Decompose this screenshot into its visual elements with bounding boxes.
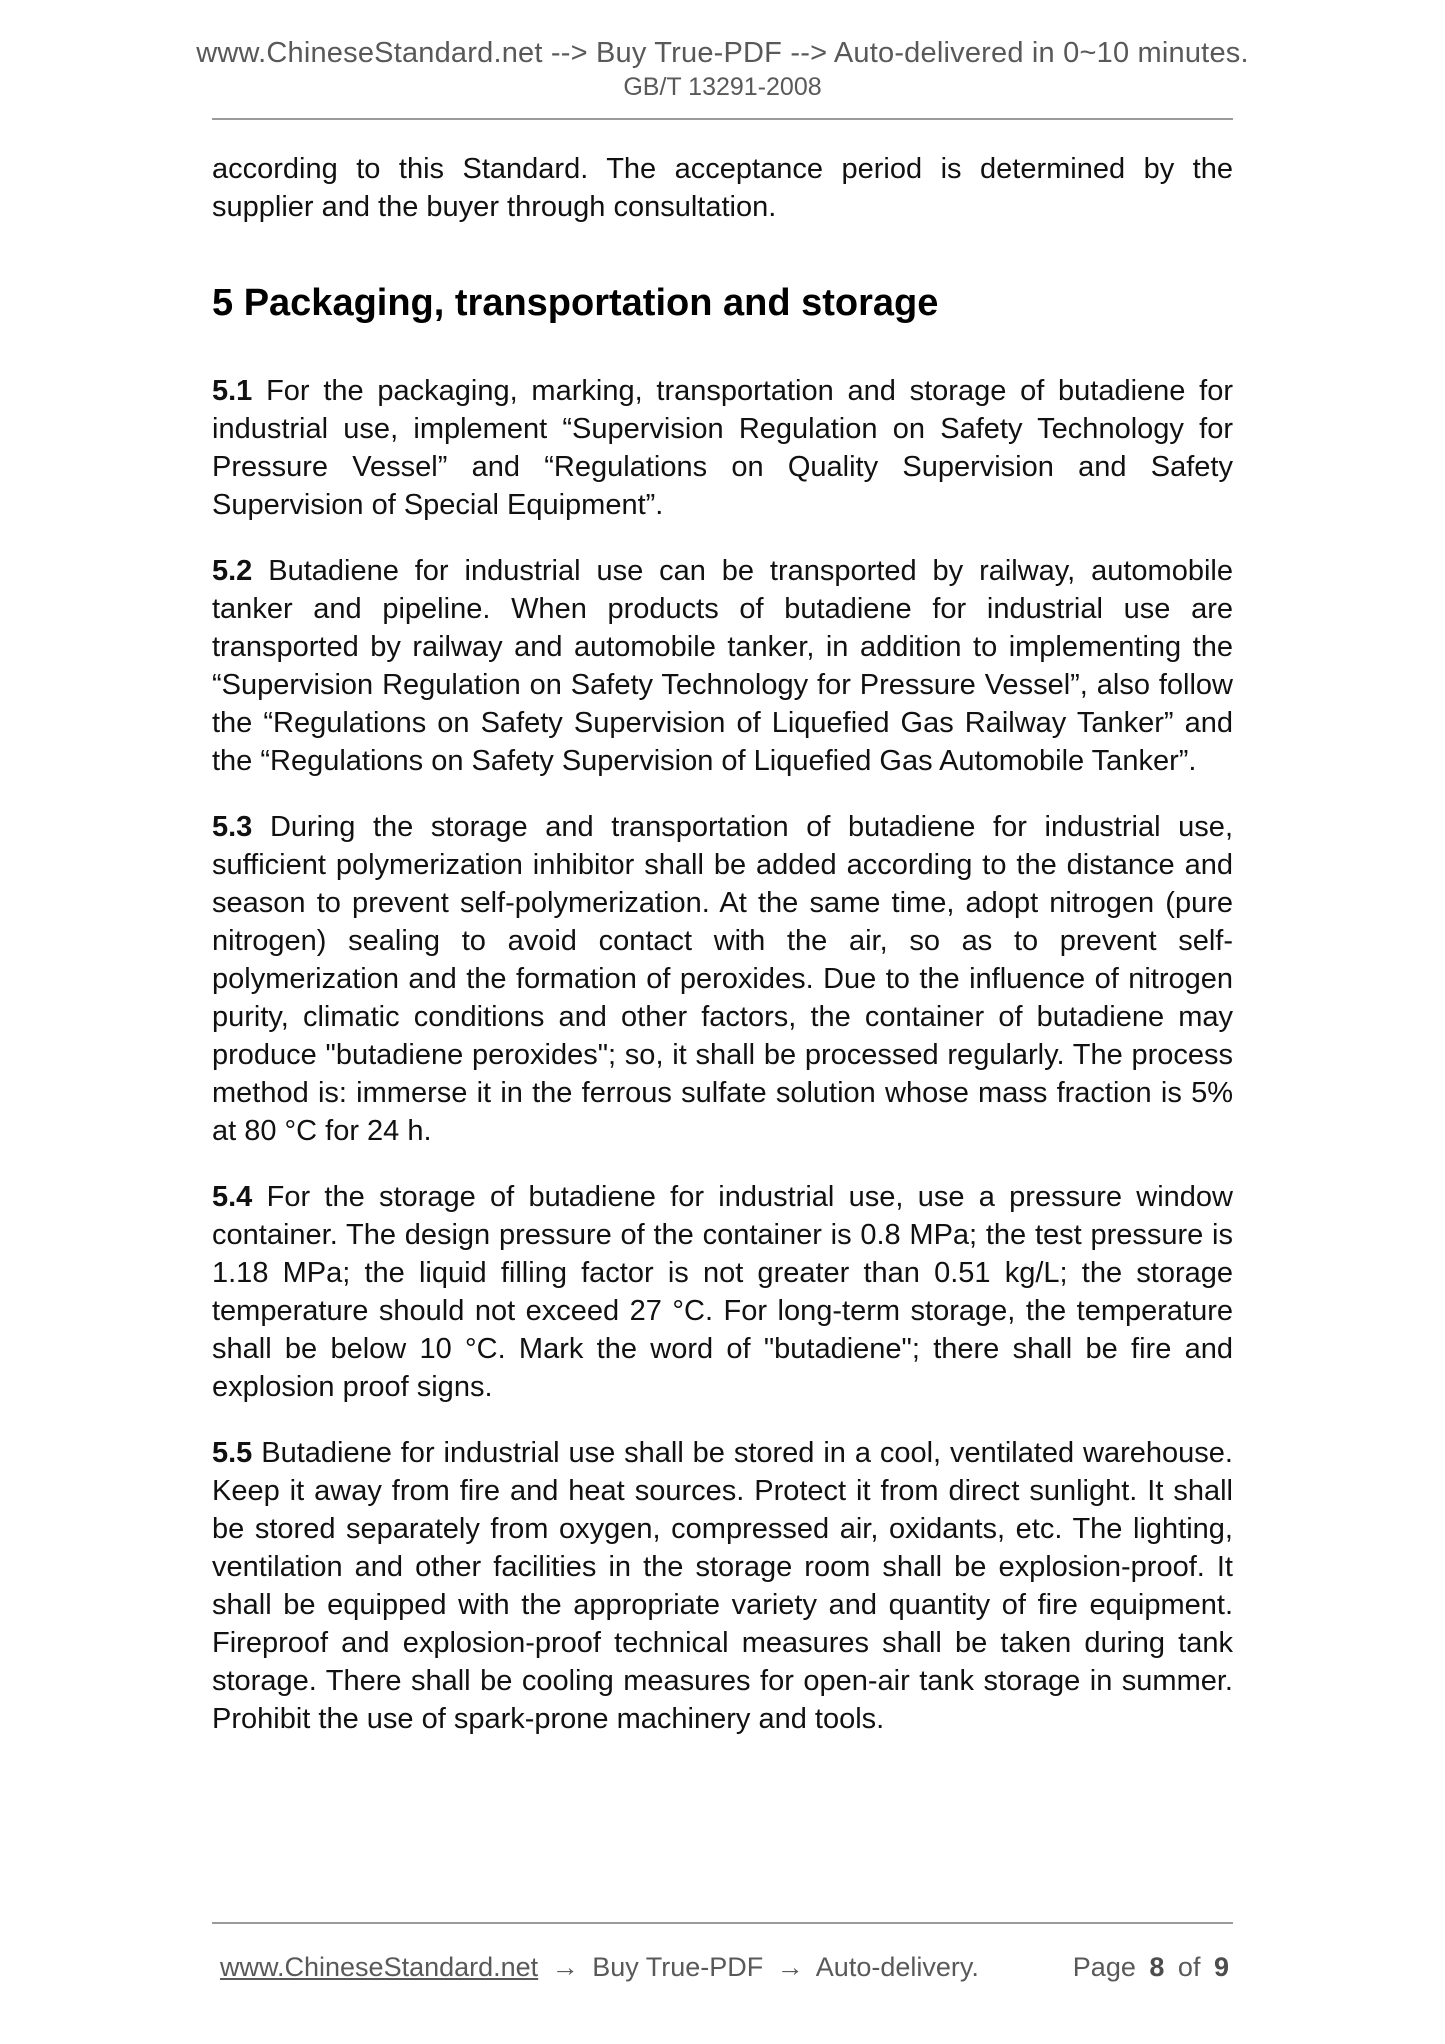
clause-5-3 [212,808,1233,1150]
footer-buy-label: Buy True-PDF [592,1952,764,1982]
header-divider [212,118,1233,120]
of-label: of [1177,1952,1201,1982]
clause-number: 5.3 [212,811,253,843]
page-current: 8 [1149,1952,1165,1982]
page-header [0,36,1445,120]
footer-delivery-label: Auto-delivery. [815,1952,979,1982]
page-label: Page [1072,1952,1136,1982]
page-footer [0,1922,1445,1984]
clause-text: For the packaging, marking, transportation and storage of butadiene for industrial use, implement “Supervision Regulation on Safety Technology for Pressure Vessel” and “Regulations on Quality Supervision and Safety Supervision of Special Equipment”. [212,375,1234,521]
footer-arrow-2-icon: → [776,1952,804,1982]
footer-site-link[interactable]: www.ChineseStandard.net [220,1952,539,1982]
page-indicator [1067,1950,1229,1984]
header-doc-code: GB/T 13291-2008 [623,73,822,101]
clause-text: During the storage and transportation of butadiene for industrial use, sufficient polymerization inhibitor shall be added according to the distance and season to prevent self-polymerization. At the same time, adopt nitrogen (pure nitrogen) sealing to avoid contact with the air, so as to prevent self-polymerization and the formation of peroxides. Due to the influence of nitrogen purity, climatic conditions and other factors, the container of butadiene may produce "butadiene peroxides"; so, it shall be processed regularly. The process method is: immerse it in the ferrous sulfate solution whose mass fraction is 5% at 80 °C for 24 h. [212,811,1233,1147]
clause-5-2 [212,552,1233,780]
clause-5-4 [212,1178,1233,1406]
section-heading: 5 Packaging, transportation and storage [212,282,939,324]
clause-number: 5.2 [212,555,253,587]
footer-divider [212,1922,1233,1924]
paragraph-intro: according to this Standard. The acceptance period is determined by the supplier and the buyer through consultation. [212,153,1233,223]
clause-number: 5.4 [212,1181,253,1213]
footer-info [220,1950,985,1984]
clause-text: Butadiene for industrial use can be transported by railway, automobile tanker and pipeline. When products of butadiene for industrial use are transported by railway and automobile tanker, in addition to implementing the “Supervision Regulation on Safety Technology for Pressure Vessel”, also follow the “Regulations on Safety Supervision of Liquefied Gas Railway Tanker” and the “Regulations on Safety Supervision of Liquefied Gas Automobile Tanker”. [212,555,1233,777]
page-total: 9 [1213,1952,1229,1982]
footer-arrow-1-icon: → [551,1952,579,1982]
clause-number: 5.5 [212,1437,253,1469]
clause-5-1 [212,372,1233,524]
document-body [212,150,1233,1738]
clause-text: Butadiene for industrial use shall be stored in a cool, ventilated warehouse. Keep it away from fire and heat sources. Protect it from direct sunlight. It shall be stored separately from oxygen, compressed air, oxidants, etc. The lighting, ventilation and other facilities in the storage room shall be explosion-proof. It shall be equipped with the appropriate variety and quantity of fire equipment. Fireproof and explosion-proof technical measures shall be taken during tank storage. There shall be cooling measures for open-air tank storage in summer. Prohibit the use of spark-prone machinery and tools. [212,1437,1233,1735]
clause-text: For the storage of butadiene for industrial use, use a pressure window container. The design pressure of the container is 0.8 MPa; the test pressure is 1.18 MPa; the liquid filling factor is not greater than 0.51 kg/L; the storage temperature should not exceed 27 °C. For long-term storage, the temperature shall be below 10 °C. Mark the word of "butadiene"; there shall be fire and explosion proof signs. [212,1181,1233,1403]
header-banner: www.ChineseStandard.net --> Buy True-PDF --> Auto-delivered in 0~10 minutes. [196,37,1249,69]
clause-5-5 [212,1434,1233,1738]
clause-number: 5.1 [212,375,253,407]
